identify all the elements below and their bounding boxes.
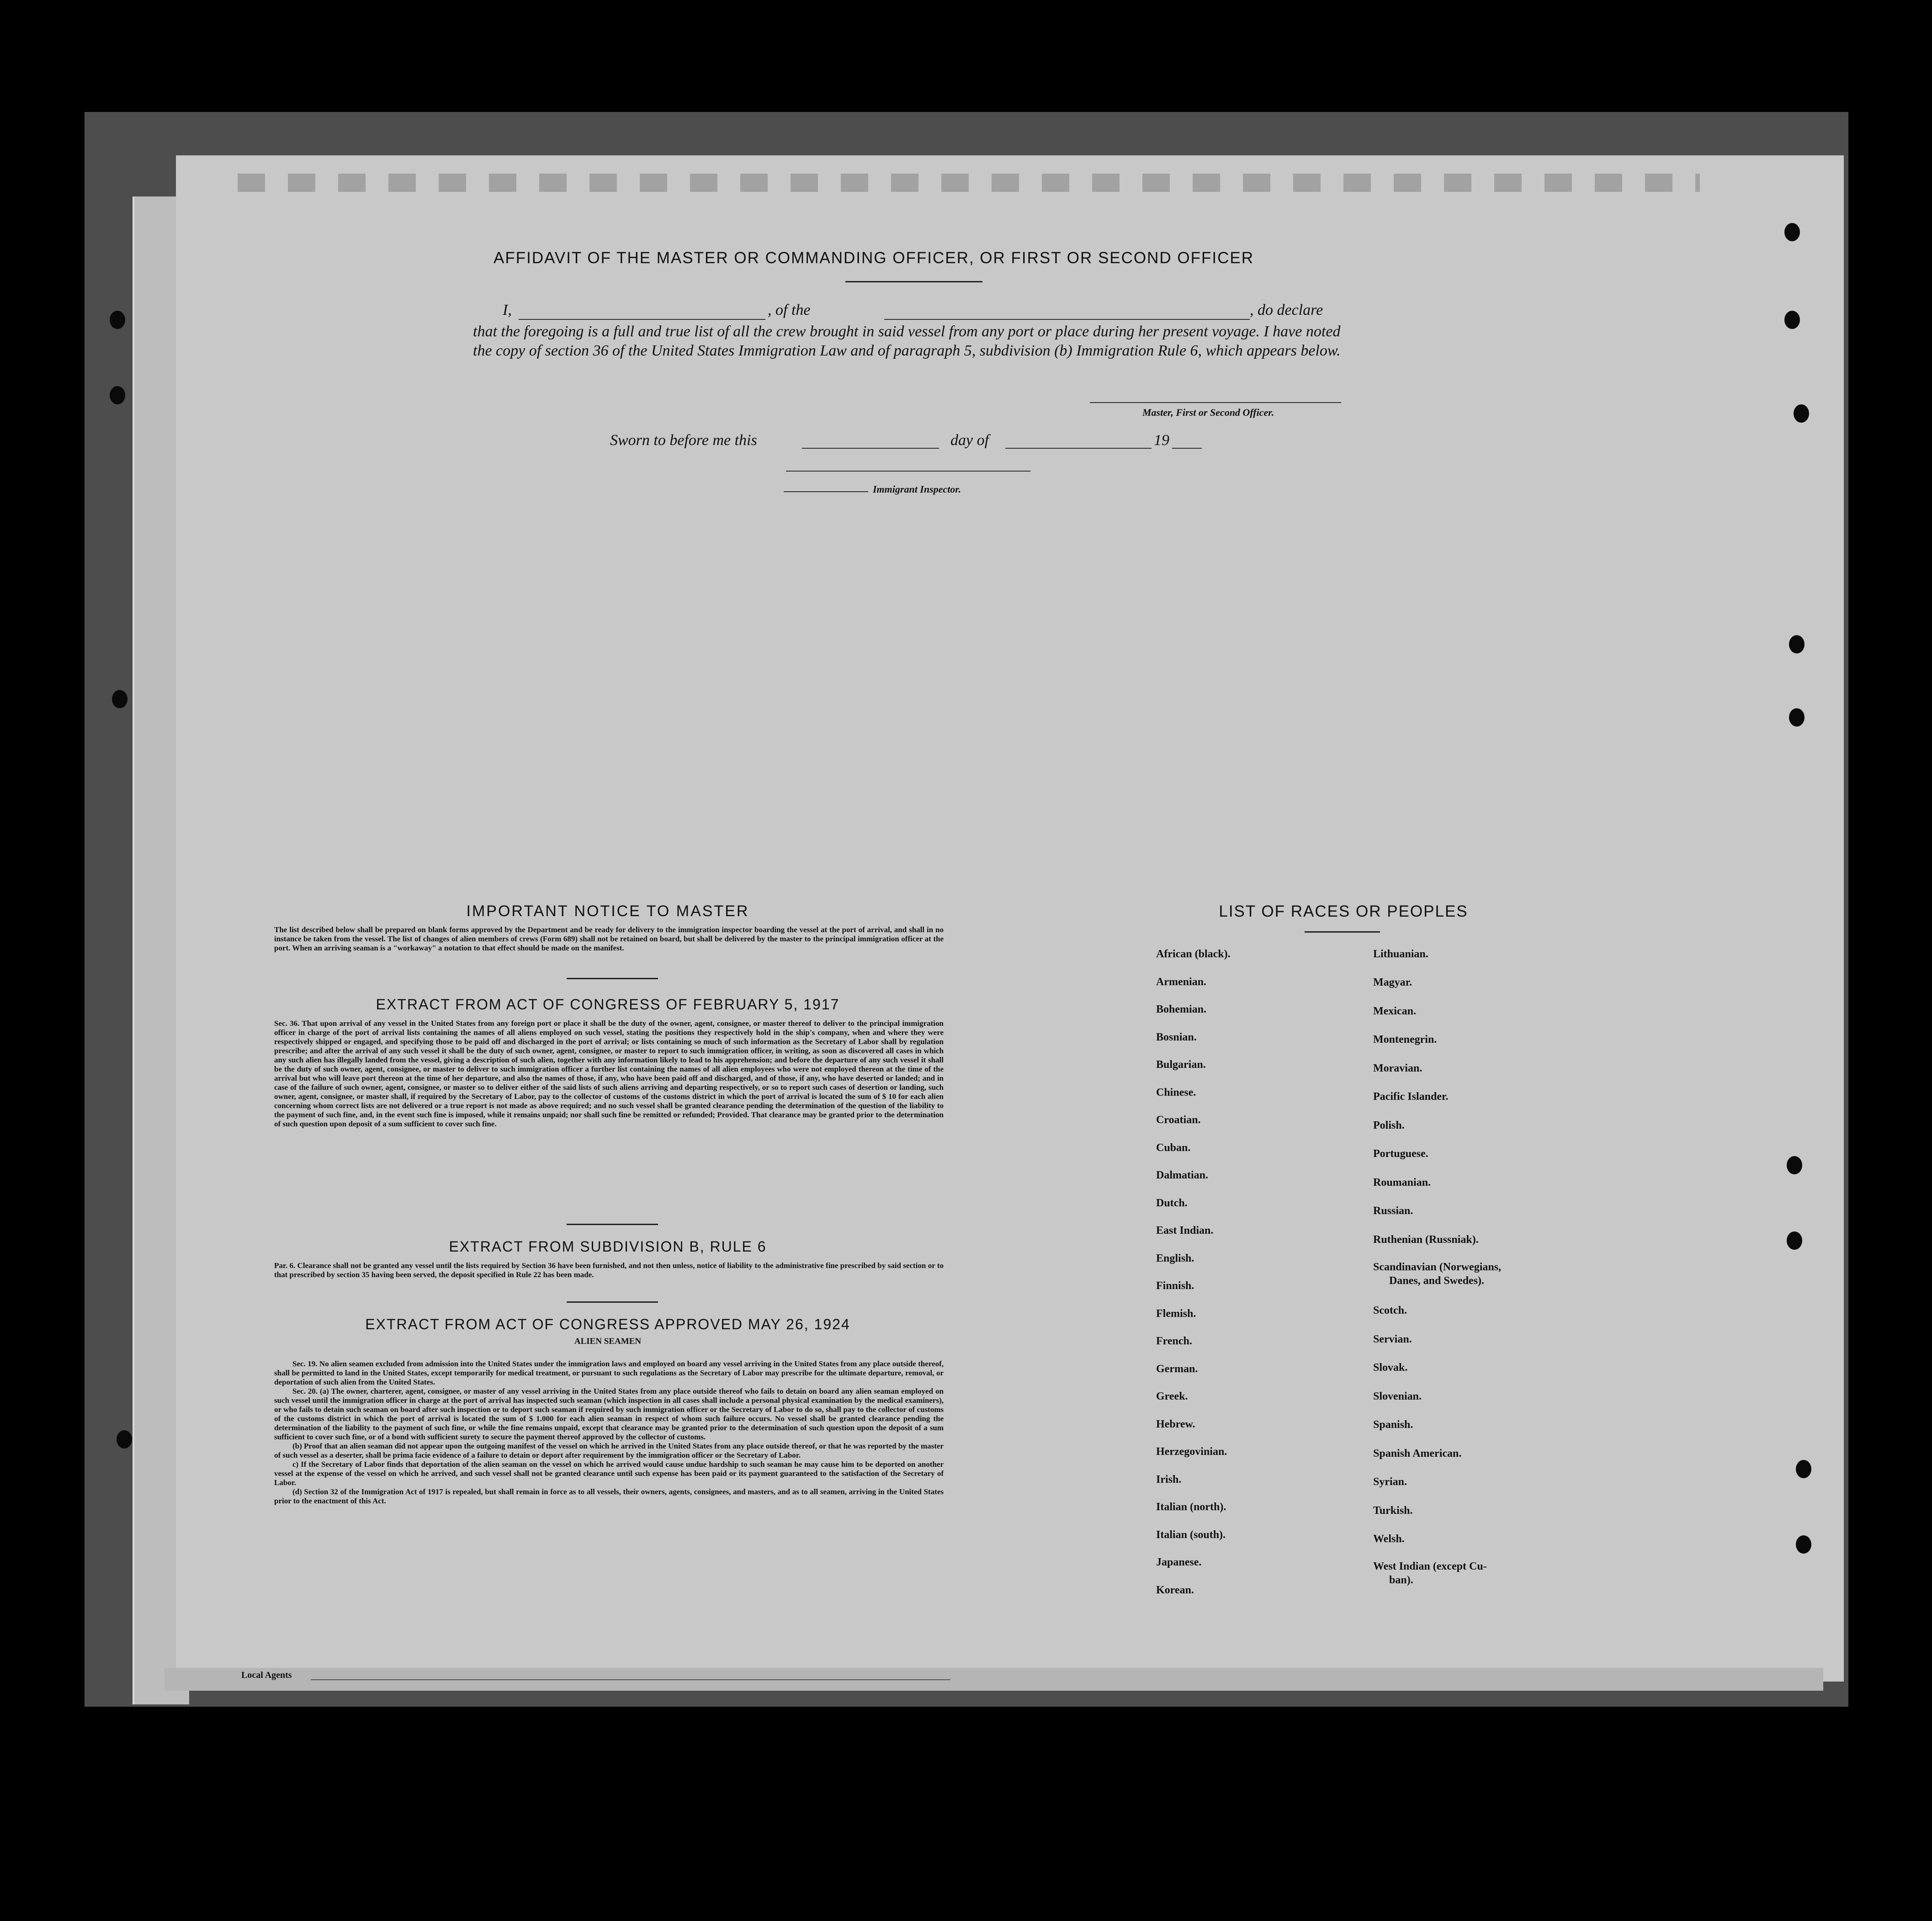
race-item: Italian (south). bbox=[1156, 1528, 1226, 1541]
race-item: Portuguese. bbox=[1373, 1148, 1428, 1160]
race-item: Mexican. bbox=[1373, 1005, 1416, 1017]
sworn-year: 19 bbox=[1154, 432, 1169, 449]
race-item: Scotch. bbox=[1373, 1305, 1407, 1316]
affidavit-body: that the foregoing is a full and true list of all the crew brought in said vessel from any port or place during her present voyage. I have noted the copy of section 36 of the United States Immigration Law and of paragraph 5, subdivision (b) Immigration Rule 6, which appears below. bbox=[473, 323, 1341, 359]
section-divider bbox=[567, 978, 658, 979]
race-item: Spanish. bbox=[1373, 1419, 1413, 1431]
race-item: French. bbox=[1156, 1335, 1192, 1347]
local-agents-line bbox=[311, 1679, 950, 1680]
binder-hole-icon bbox=[1784, 311, 1800, 329]
race-item: Bulgarian. bbox=[1156, 1059, 1206, 1071]
race-item: Russian. bbox=[1373, 1205, 1413, 1217]
race-item: Korean. bbox=[1156, 1584, 1194, 1596]
section-divider bbox=[567, 1224, 658, 1225]
race-item: Slovenian. bbox=[1373, 1390, 1422, 1402]
extract-1924-title: EXTRACT FROM ACT OF CONGRESS APPROVED MAY 26, 1924 bbox=[365, 1316, 850, 1332]
binder-hole-icon bbox=[110, 311, 125, 329]
notice-title: IMPORTANT NOTICE TO MASTER bbox=[466, 902, 749, 920]
race-item: Servian. bbox=[1373, 1333, 1412, 1345]
binder-hole-icon bbox=[1789, 635, 1805, 653]
bleed-through-text bbox=[238, 174, 1700, 192]
sworn-day-of: day of bbox=[950, 432, 989, 449]
race-item: Danes, and Swedes). bbox=[1389, 1275, 1485, 1287]
extract-1917-title: EXTRACT FROM ACT OF CONGRESS OF FEBRUARY 5, 1917 bbox=[376, 996, 840, 1013]
race-item: Armenian. bbox=[1156, 976, 1206, 988]
affidavit-line-declare: , do declare bbox=[1250, 302, 1323, 318]
race-item: West Indian (except Cu- bbox=[1373, 1560, 1487, 1572]
race-item: Turkish. bbox=[1373, 1505, 1413, 1517]
extract-1924-sec20a: Sec. 20. (a) The owner, charterer, agent, consignee, or master of any vessel arriving in the United States from any place outside thereof who fails to detain on board any alien seaman employed on such vessel until the immigration officer in charge at the port of arrival has inspected such seaman (which inspection in all cases shall include a personal physical examination by the medical examiners), or who fails to detain such seaman on board after such inspection or to deport such seaman if required by such immigration officer or the Secretary of Labor to do so, shall pay to the collector of customs of the customs district in which the port of arrival is located the sum of $ 1.000 for each alien seaman in respect of whom such failure occurs. No vessel shall be granted clearance pending the determination of the liability to the payment of such fine, or while the fine remains unpaid, except that clearance may be granted prior to the determination of such question upon the deposit of a sum sufficient to cover such fine, or of a bond with sufficient surety to secure the payment thereof approved by the collector of customs. bbox=[274, 1387, 944, 1441]
race-item: German. bbox=[1156, 1363, 1198, 1375]
extract-1924-sec20b: (b) Proof that an alien seaman did not appear upon the outgoing manifest of the vessel on which he arrived in the United States from any place outside thereof, or that he was reported by the master of such vessel as a deserter, shall be prima facie evidence of a failure to detain or deport after requirement by the immigration officer or the Secretary of Labor. bbox=[274, 1442, 944, 1459]
race-item: Welsh. bbox=[1373, 1533, 1405, 1545]
section-divider bbox=[567, 1301, 658, 1303]
affidavit-line-of: , of the bbox=[768, 302, 811, 318]
race-item: Spanish American. bbox=[1373, 1448, 1462, 1459]
inspector-label: Immigrant Inspector. bbox=[873, 483, 961, 495]
extract-1917-body: Sec. 36. That upon arrival of any vessel in the United States from any foreign port or place it shall be the duty of the owner, agent, consignee, or master thereof to deliver to the principal immigration officer in charge of the port of arrival lists containing the names of all aliens employed on such vessel, stating the positions they respectively hold in the ship's company, when and where they were respectively shipped or engaged, and specifying those to be paid off and discharged in the port of arrival; or lists containing so much of such information as the Secretary of Labor shall by regulation prescribe; and after the arrival of any such vessel it shall be the duty of such owner, agent, consignee, or master to report to such immigration officer, in writing, as soon as discovered all cases in which any such alien has illegally landed from the vessel, giving a description of such alien, together with any information likely to lead to his apprehension; and before the departure of any such vessel it shall be the duty of such owner, agent, consignee, or master to deliver to such immigration officer a further list containing the names of all alien employees who were not employed thereon at the time of the arrival but who will leave port thereon at the time of her departure, and also the names of those, if any, who have been paid off and discharged, and of those, if any, who have deserted or landed; and in case of the failure of such owner, agent, consignee, or master so to deliver either of the said lists of such aliens arriving and departing respectively, or so to report such cases of desertion or landing, such owner, agent, consignee, or master shall, if required by the Secretary of Labor, pay to the collector of customs of the customs district in which the port of arrival is located the sum of $ 10 for each alien concerning whom correct lists are not delivered or a true report is not made as above required; and no such vessel shall be granted clearance pending the determination of the question of the liability to the payment of such fine, and, in the event such fine is imposed, while it remains unpaid; nor shall such fine be remitted or refunded; Provided. That clearance may be granted prior to the determination of such question upon deposit of a sum sufficient to cover such fine. bbox=[274, 1019, 944, 1128]
race-item: Italian (north). bbox=[1156, 1501, 1226, 1513]
affidavit-title: AFFIDAVIT OF THE MASTER OR COMMANDING OFFICER, OR FIRST OR SECOND OFFICER bbox=[494, 249, 1254, 267]
binder-hole-icon bbox=[1796, 1460, 1811, 1478]
binder-hole-icon bbox=[112, 690, 127, 708]
binder-hole-icon bbox=[1784, 223, 1800, 241]
race-item: Bohemian. bbox=[1156, 1003, 1207, 1015]
race-item: English. bbox=[1156, 1252, 1194, 1264]
race-item: Irish. bbox=[1156, 1473, 1182, 1486]
sworn-day-blank[interactable] bbox=[802, 448, 939, 449]
race-item: Scandinavian (Norwegians, bbox=[1373, 1261, 1502, 1273]
vessel-blank[interactable] bbox=[884, 319, 1250, 320]
binder-hole-icon bbox=[117, 1430, 132, 1449]
signature-blank[interactable] bbox=[1090, 402, 1341, 403]
race-item: Bosnian. bbox=[1156, 1031, 1197, 1043]
extract-rule6-body: Par. 6. Clearance shall not be granted any vessel until the lists required by Section 36 have been furnished, and not then unless, notice of liability to the administrative fine prescribed by said section or to that prescribed by section 35 having been served, the deposit specified in Rule 22 has been made. bbox=[274, 1261, 944, 1279]
sworn-month-blank[interactable] bbox=[1005, 448, 1152, 449]
race-item: Moravian. bbox=[1373, 1062, 1422, 1074]
race-item: Japanese. bbox=[1156, 1556, 1202, 1568]
race-item: Dalmatian. bbox=[1156, 1169, 1208, 1181]
race-item: Lithuanian. bbox=[1373, 948, 1428, 960]
inspector-signature-blank[interactable] bbox=[786, 471, 1030, 472]
race-item: African (black). bbox=[1156, 948, 1231, 960]
inspector-lead-line bbox=[784, 491, 868, 492]
race-item: Chinese. bbox=[1156, 1086, 1196, 1098]
race-item: Hebrew. bbox=[1156, 1418, 1195, 1430]
race-item: Montenegrin. bbox=[1373, 1034, 1437, 1045]
extract-1924-subtitle: ALIEN SEAMEN bbox=[574, 1337, 642, 1346]
extract-1924-body bbox=[274, 1359, 944, 1506]
race-item: Flemish. bbox=[1156, 1307, 1196, 1320]
races-title: LIST OF RACES OR PEOPLES bbox=[1219, 902, 1468, 920]
binder-hole-icon bbox=[1796, 1535, 1811, 1554]
race-item: Finnish. bbox=[1156, 1280, 1194, 1292]
local-agents-label: Local Agents bbox=[241, 1670, 292, 1680]
race-item: Ruthenian (Russniak). bbox=[1373, 1234, 1479, 1246]
race-item: Roumanian. bbox=[1373, 1177, 1431, 1189]
races-title-underline bbox=[1305, 931, 1380, 933]
affidavit-line-start: I, bbox=[503, 302, 512, 318]
signature-label: Master, First or Second Officer. bbox=[1142, 407, 1274, 418]
title-underline bbox=[845, 281, 982, 282]
binder-hole-icon bbox=[110, 386, 125, 404]
name-blank[interactable] bbox=[519, 319, 765, 320]
race-item: ban). bbox=[1389, 1574, 1413, 1586]
extract-1924-sec19: Sec. 19. No alien seamen excluded from admission into the United States under the immigration laws and employed on board any vessel arriving in the United States from any place outside thereof, shall be permitted to land in the United States, except temporarily for medical treatment, or pursuant to such regulations as the Secretary of Labor may prescribe for the ultimate departure, removal, or deportation of such alien from the United States. bbox=[274, 1359, 944, 1386]
race-item: Cuban. bbox=[1156, 1141, 1191, 1154]
race-item: Greek. bbox=[1156, 1390, 1188, 1402]
extract-1924-sec20c: c) If the Secretary of Labor finds that deportation of the alien seaman on the vessel on which he arrived would cause undue hardship to such seaman he may cause him to be deported on another vessel at the expense of the vessel on which he arrived, and such vessel shall not be granted clearance until such expense has been paid or its payment guaranteed to the satisfaction of the Secretary of Labor. bbox=[274, 1460, 944, 1487]
race-item: Herzegovinian. bbox=[1156, 1446, 1227, 1458]
extract-1924-sec20d: (d) Section 32 of the Immigration Act of 1917 is repealed, but shall remain in force as to all vessels, their owners, agents, consignees, and masters, and as to all seamen, arriving in the United States prior to the enactment of this Act. bbox=[274, 1487, 944, 1505]
binder-hole-icon bbox=[1787, 1231, 1802, 1250]
race-item: Pacific Islander. bbox=[1373, 1091, 1449, 1103]
extract-rule6-title: EXTRACT FROM SUBDIVISION B, RULE 6 bbox=[449, 1238, 767, 1255]
sworn-year-blank[interactable] bbox=[1172, 448, 1202, 449]
race-item: East Indian. bbox=[1156, 1225, 1214, 1236]
race-item: Polish. bbox=[1373, 1120, 1405, 1131]
notice-body: The list described below shall be prepared on blank forms approved by the Department and be ready for delivery to the immigration inspector boarding the vessel at the port of arrival, and shall in no instance be taken from the vessel. The list of changes of alien members of crews (Form 689) shall not be retained on board, but shall be delivered by the master to the principal immigration officer at the port. When an arriving seaman is a "workaway" a notation to that effect should be made on the manifest. bbox=[274, 925, 944, 952]
race-item: Slovak. bbox=[1373, 1362, 1408, 1374]
race-item: Croatian. bbox=[1156, 1114, 1201, 1126]
binder-hole-icon bbox=[1787, 1156, 1802, 1174]
binder-hole-icon bbox=[1794, 404, 1809, 423]
race-item: Dutch. bbox=[1156, 1197, 1188, 1209]
race-item: Syrian. bbox=[1373, 1476, 1407, 1488]
sworn-text: Sworn to before me this bbox=[610, 432, 757, 449]
binder-hole-icon bbox=[1789, 708, 1805, 727]
race-item: Magyar. bbox=[1373, 976, 1412, 988]
